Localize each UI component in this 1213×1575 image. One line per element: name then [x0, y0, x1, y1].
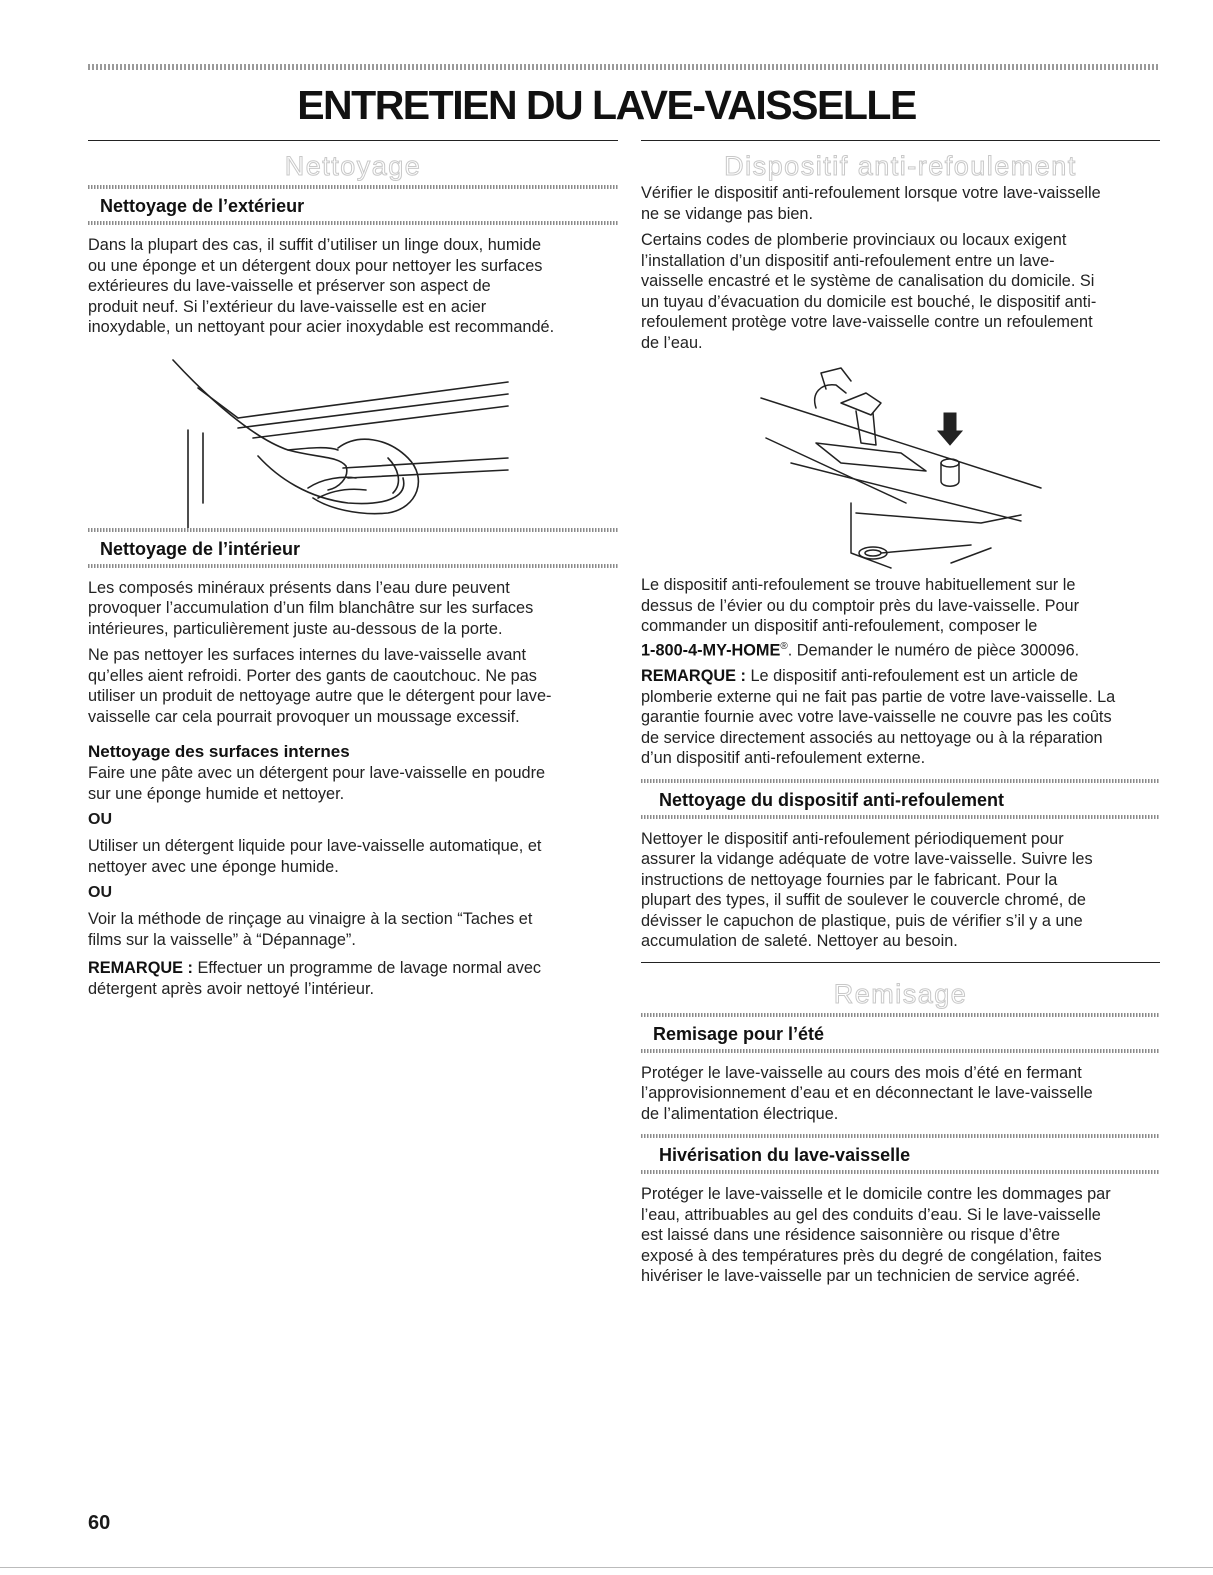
interior-paragraph-2: Ne pas nettoyer les surfaces internes du lave-vaisselle avant qu’elles aient refroidi. Porter des gants de caoutchouc. Ne pas utiliser un produit de nettoyage autre que le détergent pour lave- vaisselle car cela pourrait provoquer un moussage excessif. — [88, 646, 552, 726]
section-rule — [641, 962, 1160, 963]
or-label: OU — [88, 811, 112, 828]
subheading-winterizing: Hivérisation du lave-vaisselle — [659, 1145, 911, 1166]
subheading-interior: Nettoyage de l’intérieur — [100, 538, 301, 559]
air-gap-intro-1: Vérifier le dispositif anti-refoulement lorsque votre lave-vaisselle ne se vidange pas bien. — [641, 184, 1101, 223]
air-gap-sink-illustration — [641, 353, 1160, 575]
subheading-internal-surfaces: Nettoyage des surfaces internes — [88, 742, 350, 761]
dotted-rule — [641, 815, 1160, 819]
summer-storage-paragraph: Protéger le lave-vaisselle au cours des mois d’été en fermant l’approvisionnement d’eau et en déconnectant le lave-vaisselle de l’alimentation électrique. — [641, 1063, 1093, 1123]
subheading-air-gap-cleaning: Nettoyage du dispositif anti-refoulement — [659, 789, 1005, 810]
section-title-cleaning: Nettoyage — [284, 151, 422, 181]
internal-paragraph-2: Utiliser un détergent liquide pour lave-vaisselle automatique, et nettoyer avec une éponge humide. — [88, 837, 542, 876]
internal-paragraph-1: Faire une pâte avec un détergent pour lave-vaisselle en poudre sur une éponge humide et nettoyer. — [88, 764, 546, 803]
section-title-storage: Remisage — [833, 978, 968, 1009]
section-rule — [641, 140, 1160, 141]
page-number: 60 — [88, 1512, 111, 1534]
air-gap-cleaning-paragraph: Nettoyer le dispositif anti-refoulement périodiquement pour assurer la vidange adéquate de votre lave-vaisselle. Suivre les instructions de nettoyage fournies par le fabricant. Pour la plupart des types, il suffit de soulever le couvercle chromé, de dévisser le capuchon de plastique, puis de vérifier s’il y a une accumulation de saleté. Nettoyer au besoin. — [641, 829, 1093, 951]
down-arrow-icon — [938, 413, 962, 445]
internal-paragraph-3: Voir la méthode de rinçage au vinaigre à la section “Taches et films sur la vaisselle” à “Dépannage”. — [88, 910, 533, 949]
page-title: ENTRETIEN DU LAVE-VAISSELLE — [297, 82, 916, 128]
air-gap-note: REMARQUE : Le dispositif anti-refoulement est un article de plomberie externe qui ne fait pas partie de votre lave-vaisselle. La garantie fournie avec votre lave-vaisselle ne couvre pas les coûts de service directement associés au nettoyage ou à la réparation d’un dispositif anti-refoulement externe. — [641, 667, 1116, 768]
exterior-cleaning-illustration — [88, 338, 618, 528]
top-decorative-rule — [88, 64, 1158, 70]
winterizing-paragraph: Protéger le lave-vaisselle et le domicile contre les dommages par l’eau, attribuables au gel des conduits d’eau. Si le lave-vaisselle est laissé dans une résidence saisonnière ou risque d’être exposé à des températures près du degré de congélation, faites hivériser le lave-vaisselle par un technicien de service agréé. — [641, 1185, 1111, 1286]
interior-note: REMARQUE : Effectuer un programme de lavage normal avec détergent après avoir nettoyé l’intérieur. — [88, 959, 542, 998]
dotted-rule — [88, 221, 618, 225]
air-gap-location: Le dispositif anti-refoulement se trouve habituellement sur le dessus de l’évier ou du comptoir près du lave-vaisselle. Pour commander un dispositif anti-refoulement, composer le 1-800-4-MY-HOME®. Demander le numéro de pièce 300096. — [641, 576, 1080, 659]
right-column — [641, 140, 1160, 1287]
exterior-paragraph: Dans la plupart des cas, il suffit d’utiliser un linge doux, humide ou une éponge et un détergent doux pour nettoyer les surfaces extérieures du lave-vaisselle et préserver son aspect de produit neuf. Si l’extérieur du lave-vaisselle est en acier inoxydable, un nettoyant pour acier inoxydable est recommandé. — [88, 236, 555, 336]
dotted-rule — [88, 564, 618, 568]
air-gap-intro-2: Certains codes de plomberie provinciaux ou locaux exigent l’installation d’un dispositif anti-refoulement entre un lave- vaisselle encastré et le système de canalisation du domicile. Si un tuyau d’évacuation du domicile est bouché, le dispositif anti- refoulement protège votre lave-vaisselle contre un refoulement de l’eau. — [641, 231, 1097, 352]
subheading-exterior: Nettoyage de l’extérieur — [100, 196, 305, 216]
or-label: OU — [88, 884, 112, 901]
left-column — [88, 140, 618, 999]
section-rule — [88, 140, 618, 141]
dotted-rule — [641, 1049, 1160, 1053]
section-title-air-gap: Dispositif anti-refoulement — [724, 151, 1077, 181]
subheading-summer-storage: Remisage pour l’été — [653, 1023, 825, 1044]
dotted-rule — [641, 1170, 1160, 1174]
interior-paragraph-1: Les composés minéraux présents dans l’eau dure peuvent provoquer l’accumulation d’un film blanchâtre sur les surfaces intérieures, particulièrement juste au-dessous de la porte. — [88, 578, 534, 638]
bottom-rule — [0, 1567, 1213, 1568]
